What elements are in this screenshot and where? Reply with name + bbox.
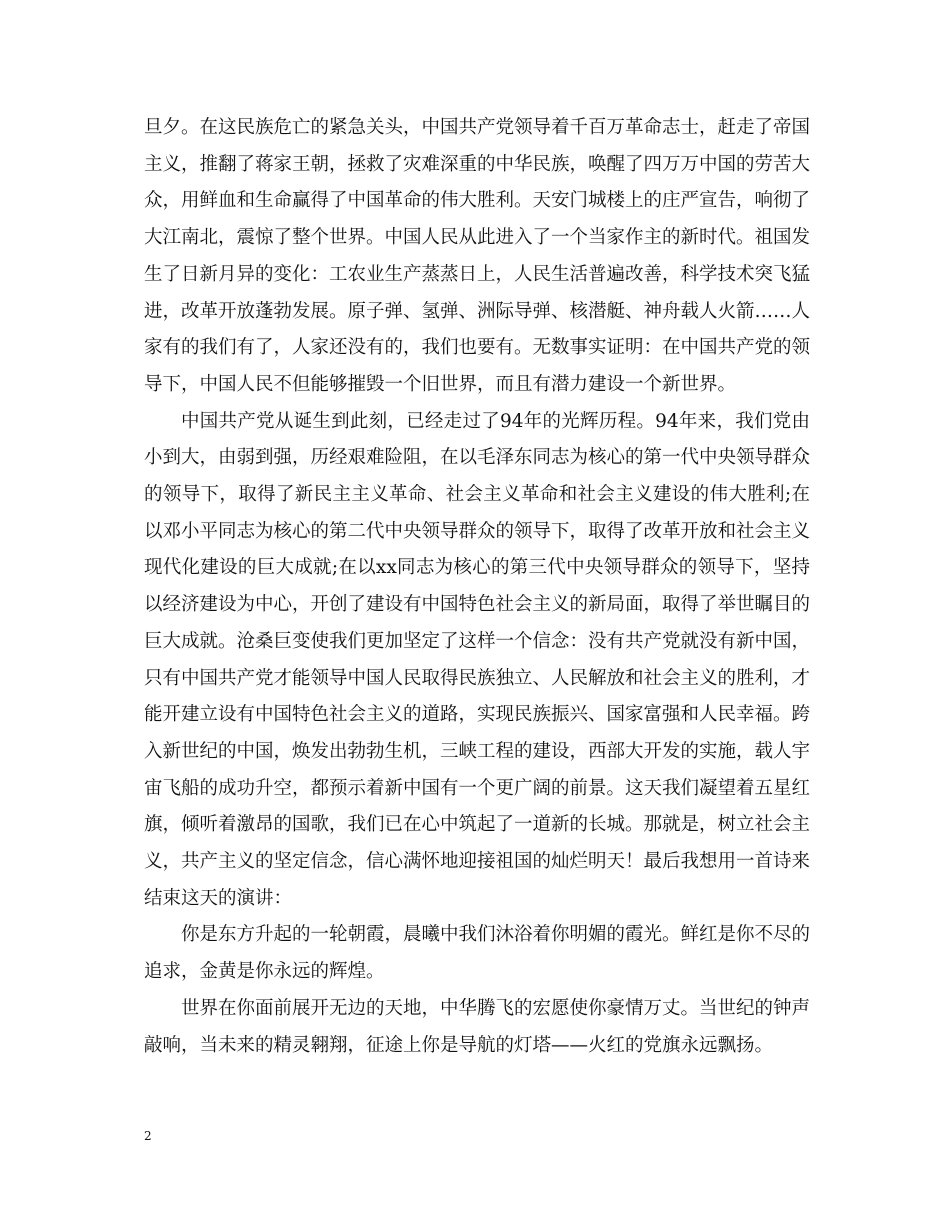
- page-number: 2: [144, 1129, 152, 1143]
- paragraph-2: 中国共产党从诞生到此刻，已经走过了94年的光辉历程。94年来，我们党由小到大，由弱到强，历经艰难险阻，在以毛泽东同志为核心的第一代中央领导群众的领导下，取得了新民主主义革命、社会主义革命和社会主义建设的伟大胜利;在以邓小平同志为核心的第二代中央领导群众的领导下，取得了改革开放和社会主义现代化建设的巨大成就;在以xx同志为核心的第三代中央领导群众的领导下，坚持以经济建设为中心，开创了建设有中国特色社会主义的新局面，取得了举世瞩目的巨大成就。沧桑巨变使我们更加坚定了这样一个信念：没有共产党就没有新中国，只有中国共产党才能领导中国人民取得民族独立、人民解放和社会主义的胜利，才能开建立设有中国特色社会主义的道路，实现民族振兴、国家富强和人民幸福。跨入新世纪的中国，焕发出勃勃生机，三峡工程的建设，西部大开发的实施，载人宇宙飞船的成功升空，都预示着新中国有一个更广阔的前景。这天我们凝望着五星红旗，倾听着激昂的国歌，我们已在心中筑起了一道新的长城。那就是，树立社会主义，共产主义的坚定信念，信心满怀地迎接祖国的灿烂明天！最后我想用一首诗来结束这天的演讲：: [144, 410, 811, 909]
- document-body: [144, 110, 810, 1064]
- paragraph-4: 世界在你面前展开无边的天地，中华腾飞的宏愿使你豪情万丈。当世纪的钟声敲响，当未来的精灵翱翔，征途上你是导航的灯塔——火红的党旗永远飘扬。: [144, 997, 811, 1056]
- paragraph-3: 你是东方升起的一轮朝霞，晨曦中我们沐浴着你明媚的霞光。鲜红是你不尽的追求，金黄是你永远的辉煌。: [144, 924, 811, 983]
- paragraph-1: 旦夕。在这民族危亡的紧急关头，中国共产党领导着千百万革命志士，赶走了帝国主义，推翻了蒋家王朝，拯救了灾难深重的中华民族，唤醒了四万万中国的劳苦大众，用鲜血和生命赢得了中国革命的伟大胜利。天安门城楼上的庄严宣告，响彻了大江南北，震惊了整个世界。中国人民从此进入了一个当家作主的新时代。祖国发生了日新月异的变化：工农业生产蒸蒸日上，人民生活普遍改善，科学技术突飞猛进，改革开放蓬勃发展。原子弹、氢弹、洲际导弹、核潜艇、神舟载人火箭……人家有的我们有了，人家还没有的，我们也要有。无数事实证明：在中国共产党的领导下，中国人民不但能够摧毁一个旧世界，而且有潜力建设一个新世界。: [144, 117, 811, 395]
